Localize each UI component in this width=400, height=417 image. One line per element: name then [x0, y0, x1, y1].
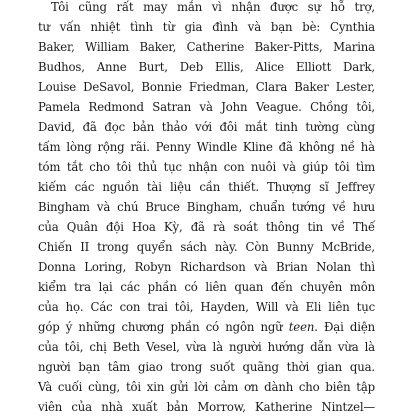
text-line: người bạn tâm giao trong suốt quãng thời gian qua. [38, 360, 375, 374]
acknowledgements-paragraph [38, 0, 375, 417]
text-line: kiếm các nguồn tài liệu cần thiết. Thượng sĩ Jeffrey [38, 180, 375, 194]
text-line: viên của nhà xuất bản Morrow, Katherine Nintzel— [38, 400, 375, 414]
text-line: Pamela Redmond Satran và John Veague. Chồng tôi, [38, 100, 375, 114]
text-line: tư vấn nhiệt tình từ gia đình và bạn bè: Cynthia [38, 20, 375, 34]
text-line: của tôi, chị Beth Vesel, vừa là người hướng dẫn vừa là [38, 340, 375, 354]
text-line: Louise DeSavol, Bonnie Friedman, Clara Baker Lester, [38, 80, 375, 94]
text-line: Donna Loring, Robyn Richardson và Brian Nolan thì [38, 260, 375, 274]
text-line: Và cuối cùng, tôi xin gửi lời cảm ơn dành cho biên tập [38, 380, 375, 394]
text-line: Budhos, Anne Burt, Deb Ellis, Alice Elliott Dark, [38, 60, 375, 74]
text-line: tóm tắt cho tôi thủ tục nhận con nuôi và giúp tôi tìm [38, 160, 375, 174]
text-line: kiểm tra lại các phần có liên quan đến chuyên môn [38, 280, 375, 294]
text-segment: góp ý những chương phần có ngôn ngữ [38, 320, 289, 334]
emphasized-word: teen [288, 320, 315, 334]
text-segment: . Đại diện [314, 320, 375, 334]
text-line: tấm lòng rộng rãi. Penny Windle Kline đã không nề hà [38, 140, 375, 154]
text-line: của họ. Các con trai tôi, Hayden, Will và Eli liên tục [38, 300, 375, 314]
text-line: David, đã đọc bản thảo với đôi mắt tinh tường cùng [38, 120, 375, 134]
text-line: Chiến II trong quyển sách này. Còn Bunny McBride, [38, 240, 375, 254]
text-line: của Quân đội Hoa Kỳ, đã rà soát thông tin về Thế [38, 220, 375, 234]
text-line: Tôi cũng rất may mắn vì nhận được sự hỗ trợ, [51, 0, 375, 14]
text-line: Bingham và chú Bruce Bingham, chuẩn tướng về hưu [38, 200, 375, 214]
text-line-with-emphasis [38, 317, 375, 337]
text-line: Baker, William Baker, Catherine Baker-Pitts, Marina [38, 40, 375, 54]
